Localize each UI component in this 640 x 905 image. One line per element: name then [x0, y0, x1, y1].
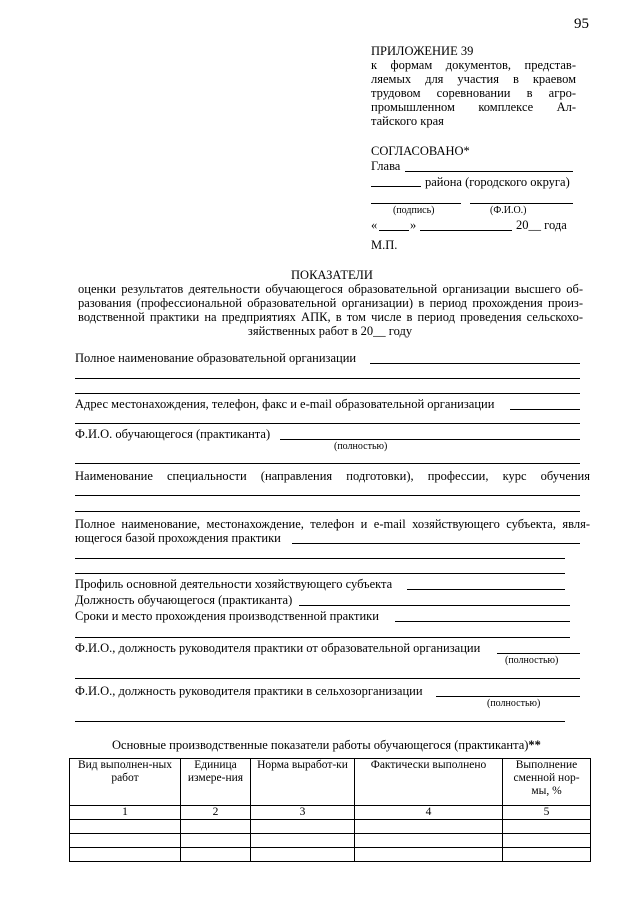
farm-supervisor-line-2[interactable]	[75, 721, 565, 722]
heading-line-3: водственной практики на предприятиях АПК, в том числе в период проведения сельскохо-	[78, 310, 583, 324]
entity-line-3[interactable]	[75, 573, 565, 574]
table-cell[interactable]	[181, 848, 251, 862]
head-name-line[interactable]	[405, 171, 573, 172]
table-row	[70, 820, 591, 834]
heading-line-2: разования (профессиональной образовательной организации) в период прохождения произ-	[78, 296, 583, 310]
appendix-title: ПРИЛОЖЕНИЕ 39	[371, 44, 474, 58]
table-cell[interactable]	[503, 820, 591, 834]
farm-supervisor-label: Ф.И.О., должность руководителя практики в сельхозорганизации	[75, 684, 423, 698]
table-cell[interactable]	[181, 834, 251, 848]
specialty-label: Наименование специальности (направления подготовки), профессии, курс обучения	[75, 469, 590, 483]
student-position-line[interactable]	[299, 605, 570, 606]
table-cell[interactable]	[251, 834, 355, 848]
table-cell[interactable]	[70, 820, 181, 834]
student-fio-label: Ф.И.О. обучающегося (практиканта)	[75, 427, 271, 441]
student-fio-line-2[interactable]	[75, 463, 580, 464]
page-number: 95	[574, 16, 589, 32]
appendix-line-3: трудовом соревновании в агро-	[371, 86, 576, 100]
date-open-quote: «	[371, 218, 378, 232]
student-position-label: Должность обучающегося (практиканта)	[75, 593, 293, 607]
table-cell[interactable]	[251, 848, 355, 862]
signature-line[interactable]	[371, 203, 461, 204]
date-month-line[interactable]	[420, 230, 512, 231]
appendix-line-5: тайского края	[371, 114, 444, 128]
org-address-label: Адрес местонахождения, телефон, факс и e-mail образовательной организации	[75, 397, 495, 411]
student-fio-line[interactable]	[280, 439, 580, 440]
farm-supervisor-hint: (полностью)	[487, 698, 541, 709]
farm-supervisor-line[interactable]	[436, 696, 580, 697]
heading-line-4: зяйственных работ в 20__ году	[247, 324, 413, 338]
fio-line[interactable]	[470, 203, 573, 204]
column-number: 3	[251, 806, 355, 820]
date-year-label: 20__ года	[516, 218, 567, 232]
signature-label: (подпись)	[393, 205, 435, 216]
table-cell[interactable]	[503, 834, 591, 848]
approval-district-label: района (городского округа)	[425, 175, 570, 189]
column-number: 4	[355, 806, 503, 820]
entity-label-line-2: ющегося базой прохождения практики	[75, 531, 281, 545]
entity-label-line-1: Полное наименование, местонахождение, телефон и e-mail хозяйствующего субъекта, явля-	[75, 517, 590, 531]
org-name-line[interactable]	[370, 363, 580, 364]
appendix-line-2: ляемых для участия в краевом	[371, 72, 576, 86]
table-caption-mark: **	[528, 738, 541, 752]
column-number: 1	[70, 806, 181, 820]
heading-line-1: оценки результатов деятельности обучающегося образовательной организации высшего об-	[78, 282, 583, 296]
table-row	[70, 834, 591, 848]
appendix-line-4: промышленном комплексе Ал-	[371, 100, 576, 114]
org-name-line-2[interactable]	[75, 378, 580, 379]
date-close-quote: »	[410, 218, 417, 232]
specialty-line[interactable]	[75, 495, 580, 496]
column-number: 5	[503, 806, 591, 820]
specialty-line-2[interactable]	[75, 511, 580, 512]
approval-head-label: Глава	[371, 159, 401, 173]
practice-terms-line[interactable]	[395, 621, 570, 622]
header-work-type: Вид выполнен-ных работ	[70, 759, 181, 806]
district-name-line[interactable]	[371, 186, 421, 187]
table-cell[interactable]	[503, 848, 591, 862]
org-name-line-3[interactable]	[75, 393, 580, 394]
seal-label: М.П.	[371, 238, 398, 252]
table-number-row	[70, 806, 591, 820]
org-name-label: Полное наименование образовательной организации	[75, 351, 357, 365]
entity-line[interactable]	[292, 543, 580, 544]
column-number: 2	[181, 806, 251, 820]
table-cell[interactable]	[251, 820, 355, 834]
table-cell[interactable]	[70, 834, 181, 848]
edu-supervisor-hint: (полностью)	[505, 655, 559, 666]
practice-terms-label: Сроки и место прохождения производственной практики	[75, 609, 379, 623]
org-address-line[interactable]	[510, 409, 580, 410]
edu-supervisor-line[interactable]	[497, 653, 580, 654]
entity-profile-line[interactable]	[407, 589, 565, 590]
practice-terms-line-2[interactable]	[75, 637, 570, 638]
table-cell[interactable]	[355, 834, 503, 848]
approval-title: СОГЛАСОВАНО*	[371, 144, 470, 158]
date-day-line[interactable]	[379, 230, 409, 231]
table-cell[interactable]	[70, 848, 181, 862]
table-cell[interactable]	[355, 848, 503, 862]
table-header-row	[70, 759, 591, 806]
table-row	[70, 848, 591, 862]
header-unit: Единица измере-ния	[181, 759, 251, 806]
table-cell[interactable]	[181, 820, 251, 834]
header-percent: Выполнение сменной нор-мы, %	[503, 759, 591, 806]
indicators-table	[69, 758, 591, 862]
edu-supervisor-label: Ф.И.О., должность руководителя практики от образовательной организации	[75, 641, 481, 655]
table-cell[interactable]	[355, 820, 503, 834]
header-norm: Норма выработ-ки	[251, 759, 355, 806]
edu-supervisor-line-2[interactable]	[75, 678, 580, 679]
entity-profile-label: Профиль основной деятельности хозяйствующего субъекта	[75, 577, 393, 591]
header-actual: Фактически выполнено	[355, 759, 503, 806]
appendix-line-1: к формам документов, представ-	[371, 58, 576, 72]
document-title: ПОКАЗАТЕЛИ	[291, 268, 373, 282]
table-caption	[112, 738, 541, 752]
org-address-line-2[interactable]	[75, 423, 580, 424]
fio-label: (Ф.И.О.)	[490, 205, 527, 216]
table-caption-text: Основные производственные показатели работы обучающегося (практиканта)	[112, 738, 529, 752]
student-fio-hint: (полностью)	[334, 441, 388, 452]
entity-line-2[interactable]	[75, 558, 565, 559]
